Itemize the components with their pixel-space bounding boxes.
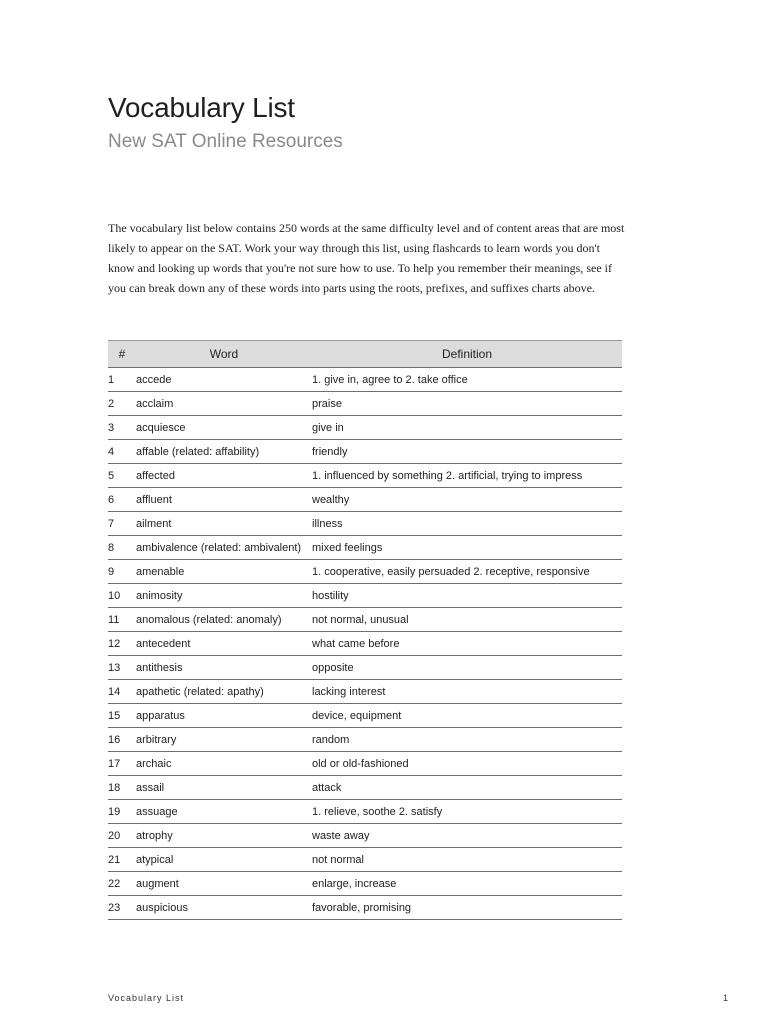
table-row [108, 872, 622, 896]
row-definition: waste away [312, 824, 622, 848]
row-number: 7 [108, 512, 136, 536]
row-number: 18 [108, 776, 136, 800]
row-word: affluent [136, 488, 312, 512]
row-word: arbitrary [136, 728, 312, 752]
row-word: affable (related: affability) [136, 440, 312, 464]
row-number: 2 [108, 392, 136, 416]
row-number: 9 [108, 560, 136, 584]
row-number: 23 [108, 896, 136, 920]
row-word: assuage [136, 800, 312, 824]
column-header-definition: Definition [312, 341, 622, 368]
table-row [108, 776, 622, 800]
row-definition: device, equipment [312, 704, 622, 728]
row-number: 19 [108, 800, 136, 824]
table-row [108, 392, 622, 416]
row-definition: lacking interest [312, 680, 622, 704]
row-definition: what came before [312, 632, 622, 656]
table-row [108, 704, 622, 728]
page-title: Vocabulary List [108, 92, 295, 123]
row-word: auspicious [136, 896, 312, 920]
row-number: 15 [108, 704, 136, 728]
row-definition: 1. give in, agree to 2. take office [312, 368, 622, 392]
row-number: 1 [108, 368, 136, 392]
row-number: 20 [108, 824, 136, 848]
table-row [108, 440, 622, 464]
row-definition: hostility [312, 584, 622, 608]
row-definition: illness [312, 512, 622, 536]
row-word: apathetic (related: apathy) [136, 680, 312, 704]
row-definition: attack [312, 776, 622, 800]
row-word: amenable [136, 560, 312, 584]
row-definition: random [312, 728, 622, 752]
row-definition: not normal [312, 848, 622, 872]
table-row [108, 728, 622, 752]
table-row [108, 752, 622, 776]
table-row [108, 632, 622, 656]
footer-title: Vocabulary List [108, 993, 185, 1003]
row-number: 5 [108, 464, 136, 488]
row-definition: enlarge, increase [312, 872, 622, 896]
row-word: animosity [136, 584, 312, 608]
row-definition: wealthy [312, 488, 622, 512]
row-word: atrophy [136, 824, 312, 848]
intro-paragraph: The vocabulary list below contains 250 words at the same difficulty level and of content areas that are most likely to appear on the SAT. Work your way through this list, using flashcards to learn words you don't know and looking up words that you're not sure how to use. To help you remember their meanings, see if you can break down any of these words into parts using the roots, prefixes, and suffixes charts above. [108, 221, 625, 295]
row-number: 21 [108, 848, 136, 872]
table-row [108, 584, 622, 608]
row-word: acclaim [136, 392, 312, 416]
row-word: assail [136, 776, 312, 800]
row-definition: old or old-fashioned [312, 752, 622, 776]
table-row [108, 512, 622, 536]
table-row [108, 416, 622, 440]
row-word: antecedent [136, 632, 312, 656]
row-definition: mixed feelings [312, 536, 622, 560]
row-number: 10 [108, 584, 136, 608]
table-row [108, 800, 622, 824]
row-number: 16 [108, 728, 136, 752]
row-number: 8 [108, 536, 136, 560]
column-header-word: Word [136, 341, 312, 368]
row-word: ambivalence (related: ambivalent) [136, 536, 312, 560]
table-row [108, 824, 622, 848]
table-row [108, 464, 622, 488]
page-number: 1 [723, 993, 729, 1003]
table-row [108, 896, 622, 920]
row-definition: 1. cooperative, easily persuaded 2. receptive, responsive [312, 560, 622, 584]
table-body [108, 368, 622, 920]
row-definition: 1. influenced by something 2. artificial, trying to impress [312, 464, 622, 488]
column-header-number: # [108, 341, 136, 368]
table-row [108, 560, 622, 584]
row-word: antithesis [136, 656, 312, 680]
row-number: 6 [108, 488, 136, 512]
row-number: 3 [108, 416, 136, 440]
vocabulary-table [108, 340, 622, 920]
table-row [108, 656, 622, 680]
row-number: 14 [108, 680, 136, 704]
row-definition: praise [312, 392, 622, 416]
row-word: ailment [136, 512, 312, 536]
row-number: 17 [108, 752, 136, 776]
table-row [108, 848, 622, 872]
row-number: 13 [108, 656, 136, 680]
row-definition: give in [312, 416, 622, 440]
table-row [108, 536, 622, 560]
row-definition: 1. relieve, soothe 2. satisfy [312, 800, 622, 824]
row-word: acquiesce [136, 416, 312, 440]
row-number: 4 [108, 440, 136, 464]
row-number: 11 [108, 608, 136, 632]
row-word: anomalous (related: anomaly) [136, 608, 312, 632]
row-word: archaic [136, 752, 312, 776]
page-subtitle: New SAT Online Resources [108, 131, 343, 152]
row-word: atypical [136, 848, 312, 872]
row-word: affected [136, 464, 312, 488]
row-word: accede [136, 368, 312, 392]
row-word: augment [136, 872, 312, 896]
table-row [108, 680, 622, 704]
table-row [108, 368, 622, 392]
row-definition: opposite [312, 656, 622, 680]
table-row [108, 608, 622, 632]
row-definition: favorable, promising [312, 896, 622, 920]
row-word: apparatus [136, 704, 312, 728]
row-number: 12 [108, 632, 136, 656]
table-header-row [108, 341, 622, 368]
row-definition: not normal, unusual [312, 608, 622, 632]
row-definition: friendly [312, 440, 622, 464]
table-row [108, 488, 622, 512]
row-number: 22 [108, 872, 136, 896]
